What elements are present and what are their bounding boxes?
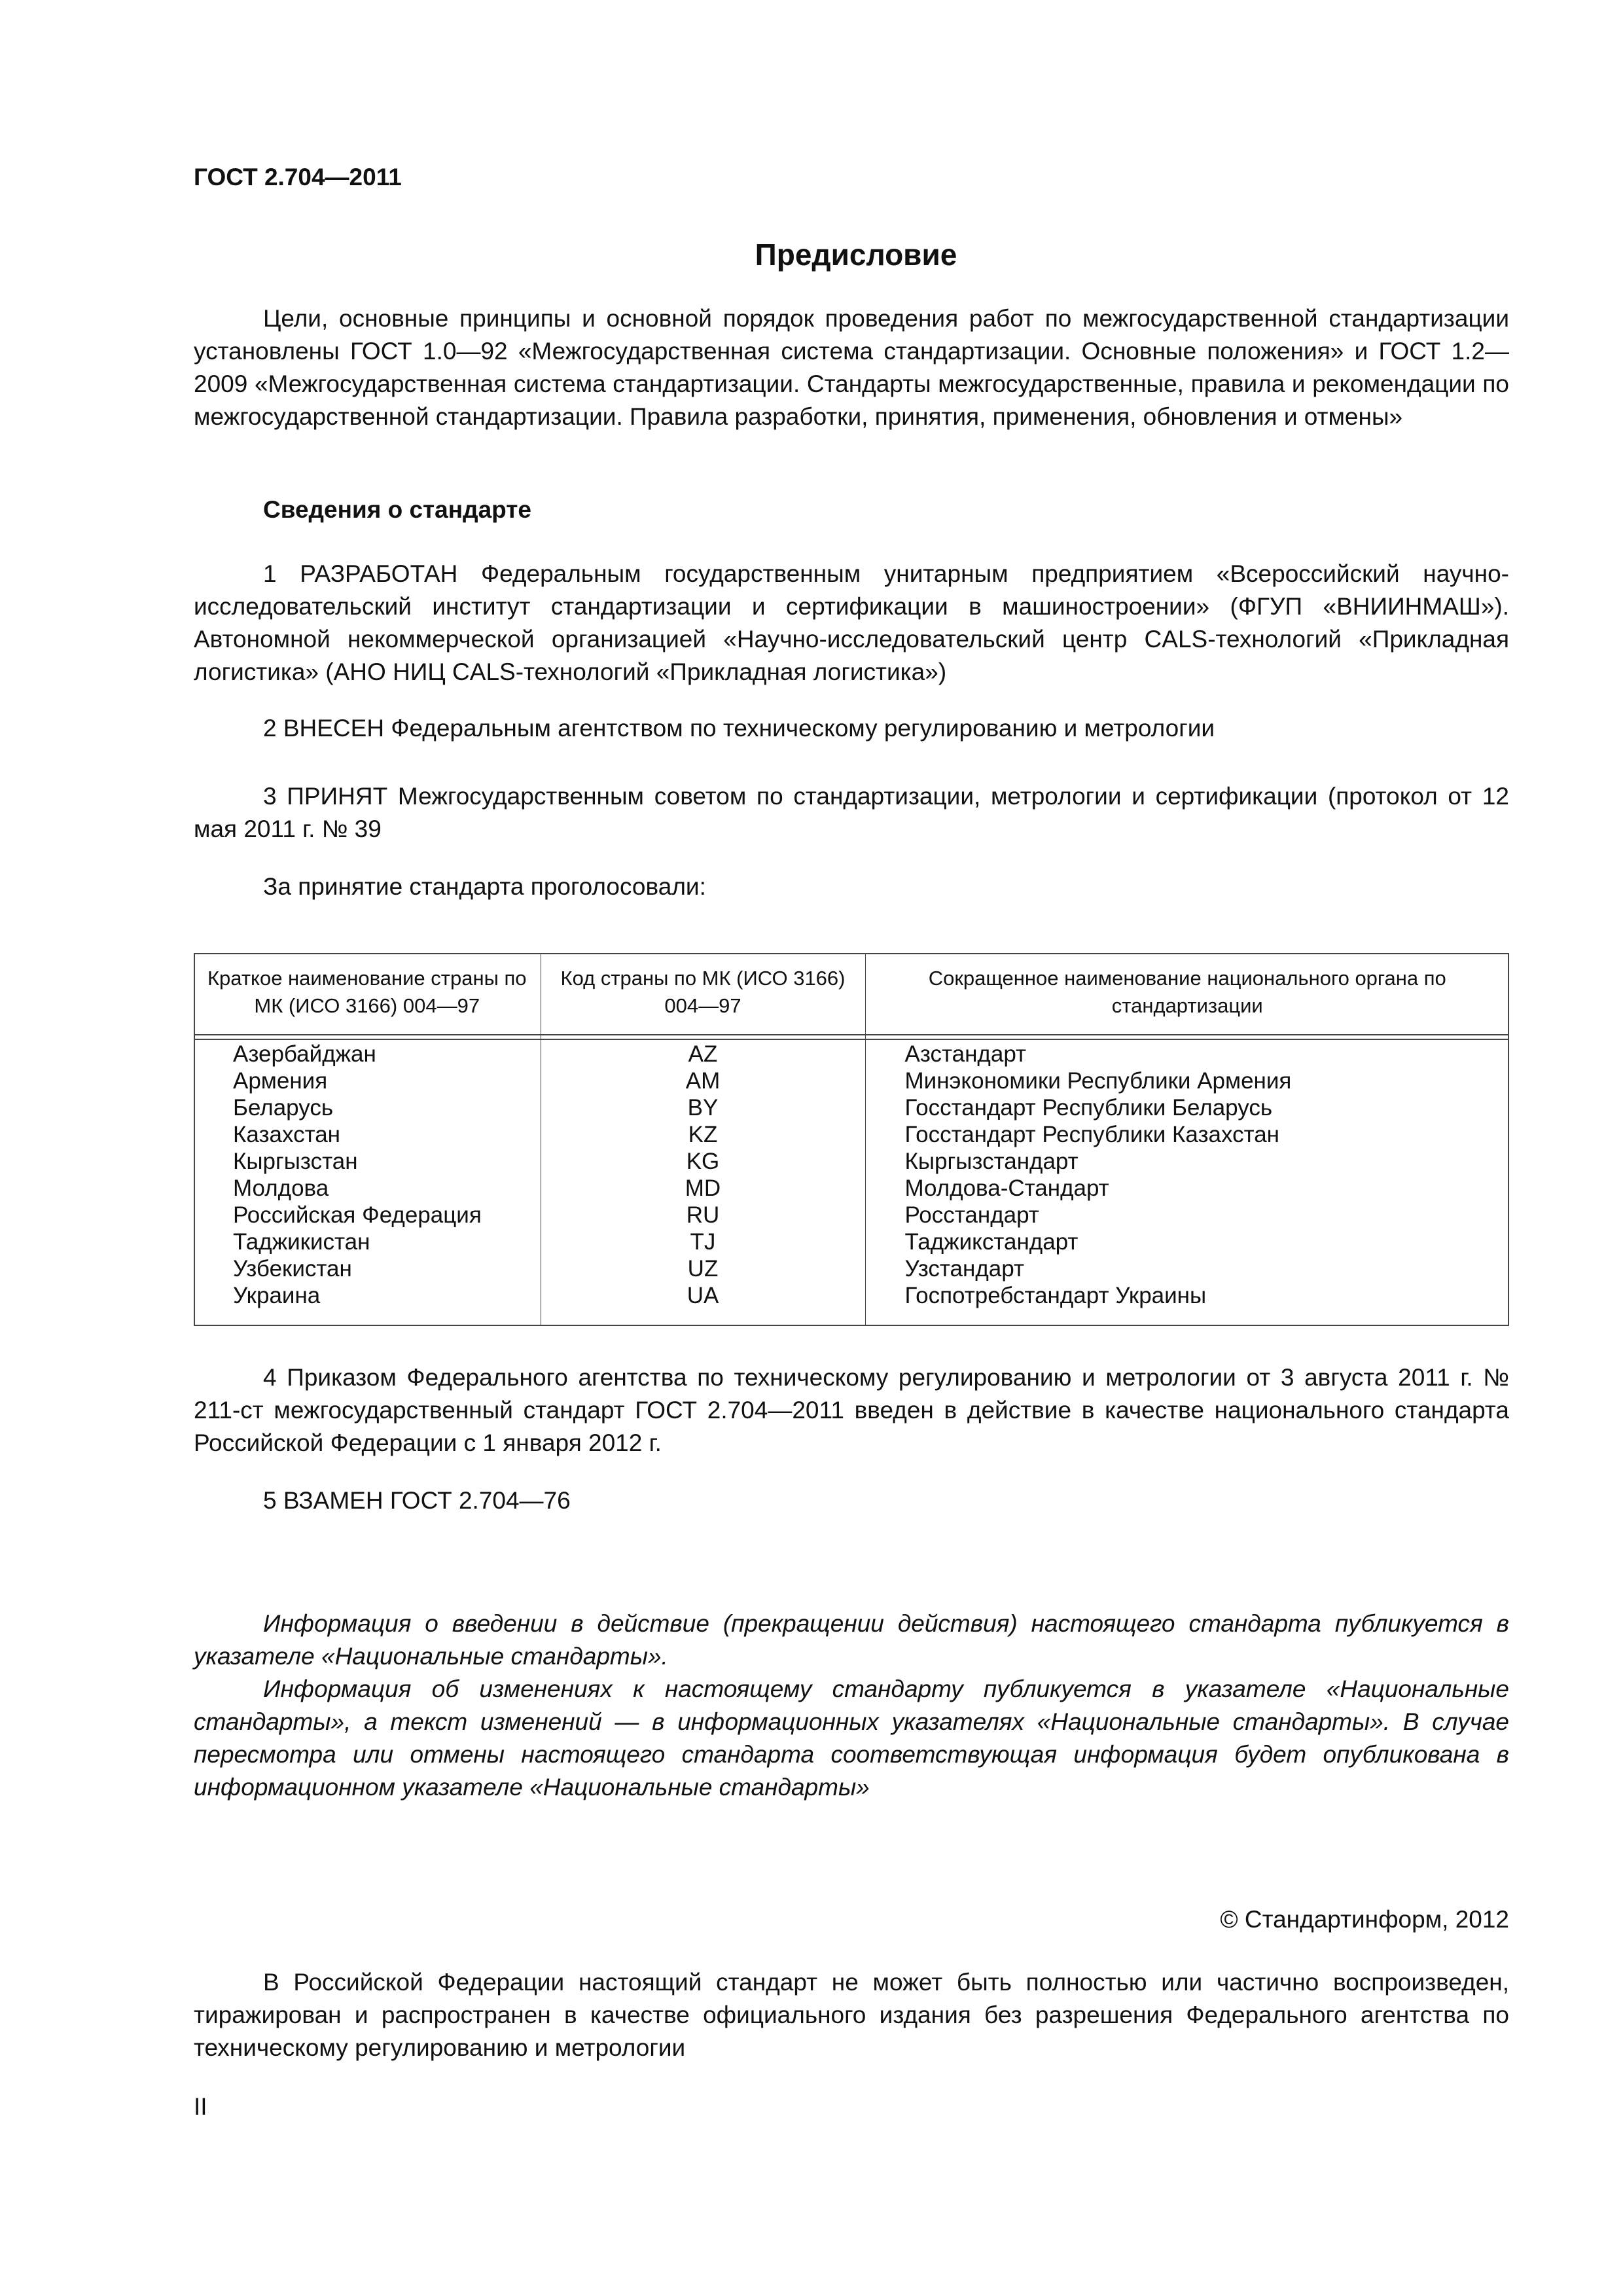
country-name: Узбекистан <box>233 1256 352 1282</box>
country-code: MD <box>685 1175 721 1201</box>
national-body: Таджикстандарт <box>904 1229 1079 1255</box>
national-body: Госстандарт Республики Беларусь <box>904 1095 1273 1121</box>
country-name: Армения <box>233 1068 328 1094</box>
note-1-paragraph: Информация о введении в действие (прекращении действия) настоящего стандарта публикуется в указателе «Национальные стандарты». <box>194 1610 1509 1670</box>
country-name: Азербайджан <box>233 1041 376 1067</box>
country-code: TJ <box>690 1229 716 1255</box>
intro-paragraph: Цели, основные принципы и основной порядок проведения работ по межгосударственной стандартизации установлены ГОСТ 1.0—92 «Межгосударственная система стандартизации. Основные положения» и ГОСТ 1.2—2009 «Межгосударственная система стандартизации. Стандарты межгосударственные, правила и рекомендации по межгосударственной стандартизации. Правила разработки, принятия, применения, обновления и отмены» <box>194 305 1509 430</box>
national-body: Росстандарт <box>904 1202 1039 1228</box>
vote-intro: За принятие стандарта проголосовали: <box>263 873 706 900</box>
table-header-divider-double <box>194 1039 1509 1040</box>
national-body: Кыргызстандарт <box>904 1149 1079 1174</box>
page-number: II <box>194 2093 207 2120</box>
note-2-paragraph: Информация об изменениях к настоящему стандарту публикуется в указателе «Национальные стандарты», а текст изменений — в информационных указателях «Национальные стандарты». В случае пересмотра или отмены настоящего стандарта соответствующая информация будет опубликована в информационном указателе «Национальные стандарты» <box>194 1676 1509 1801</box>
item-5-paragraph: 5 ВЗАМЕН ГОСТ 2.704—76 <box>263 1487 571 1514</box>
table-header-row <box>194 953 1509 1031</box>
table-header-divider <box>194 1034 1509 1035</box>
country-name: Казахстан <box>233 1122 341 1147</box>
header-country-name: Краткое наименование страны по МК (ИСО 3166) 004—97 <box>194 953 541 1031</box>
national-body: Госстандарт Республики Казахстан <box>904 1122 1280 1147</box>
country-name: Кыргызстан <box>233 1149 358 1174</box>
rights-paragraph: В Российской Федерации настоящий стандарт не может быть полностью или частично воспроизведен, тиражирован и распространен в качестве официального издания без разрешения Федерального агентства по техническому регулированию и метрологии <box>194 1969 1509 2061</box>
country-name: Молдова <box>233 1175 329 1201</box>
national-body: Узстандарт <box>904 1256 1024 1282</box>
national-body: Азстандарт <box>904 1041 1027 1067</box>
table-body-row <box>194 1031 1509 1326</box>
item-3-paragraph: 3 ПРИНЯТ Межгосударственным советом по стандартизации, метрологии и сертификации (протокол от 12 мая 2011 г. № 39 <box>194 783 1509 842</box>
item-4-paragraph: 4 Приказом Федерального агентства по техническому регулированию и метрологии от 3 августа 2011 г. № 211-ст межгосударственный стандарт ГОСТ 2.704—2011 введен в действие в качестве национального стандарта Российской Федерации с 1 января 2012 г. <box>194 1364 1509 1456</box>
section-title: Сведения о стандарте <box>263 496 531 523</box>
country-code: BY <box>687 1095 719 1121</box>
country-code: KG <box>686 1149 720 1174</box>
item-2-paragraph: 2 ВНЕСЕН Федеральным агентством по техническому регулированию и метрологии <box>263 715 1215 742</box>
national-body: Минэкономики Республики Армения <box>904 1068 1292 1094</box>
country-name: Российская Федерация <box>233 1202 482 1228</box>
header-country-code: Код страны по МК (ИСО 3166) 004—97 <box>541 953 865 1031</box>
country-code: UA <box>687 1283 719 1308</box>
country-code: RU <box>686 1202 720 1228</box>
voting-table <box>194 953 1509 1326</box>
country-code: AM <box>685 1068 721 1094</box>
country-name: Украина <box>233 1283 321 1308</box>
country-name: Беларусь <box>233 1095 334 1121</box>
country-code: AZ <box>688 1041 718 1067</box>
national-body-column <box>865 1031 1509 1326</box>
copyright-notice: © Стандартинформ, 2012 <box>1220 1906 1509 1933</box>
country-code-column <box>541 1031 865 1326</box>
document-header: ГОСТ 2.704—2011 <box>194 164 402 190</box>
country-code: KZ <box>688 1122 718 1147</box>
national-body: Молдова-Стандарт <box>904 1175 1109 1201</box>
country-name-column <box>194 1031 541 1326</box>
item-1-paragraph: 1 РАЗРАБОТАН Федеральным государственным унитарным предприятием «Всероссийский научно-исследовательский институт стандартизации и сертификации в машиностроении» (ФГУП «ВНИИНМАШ»). Автономной некоммерческой организацией «Научно-исследовательский центр CALS-технологий «Прикладная логистика» (АНО НИЦ CALS-технологий «Прикладная логистика») <box>194 560 1509 685</box>
country-code: UZ <box>687 1256 719 1282</box>
page-title: Предисловие <box>755 238 957 272</box>
header-national-body: Сокращенное наименование национального органа по стандартизации <box>928 967 1446 1017</box>
national-body: Госпотребстандарт Украины <box>904 1283 1207 1308</box>
country-name: Таджикистан <box>233 1229 370 1255</box>
